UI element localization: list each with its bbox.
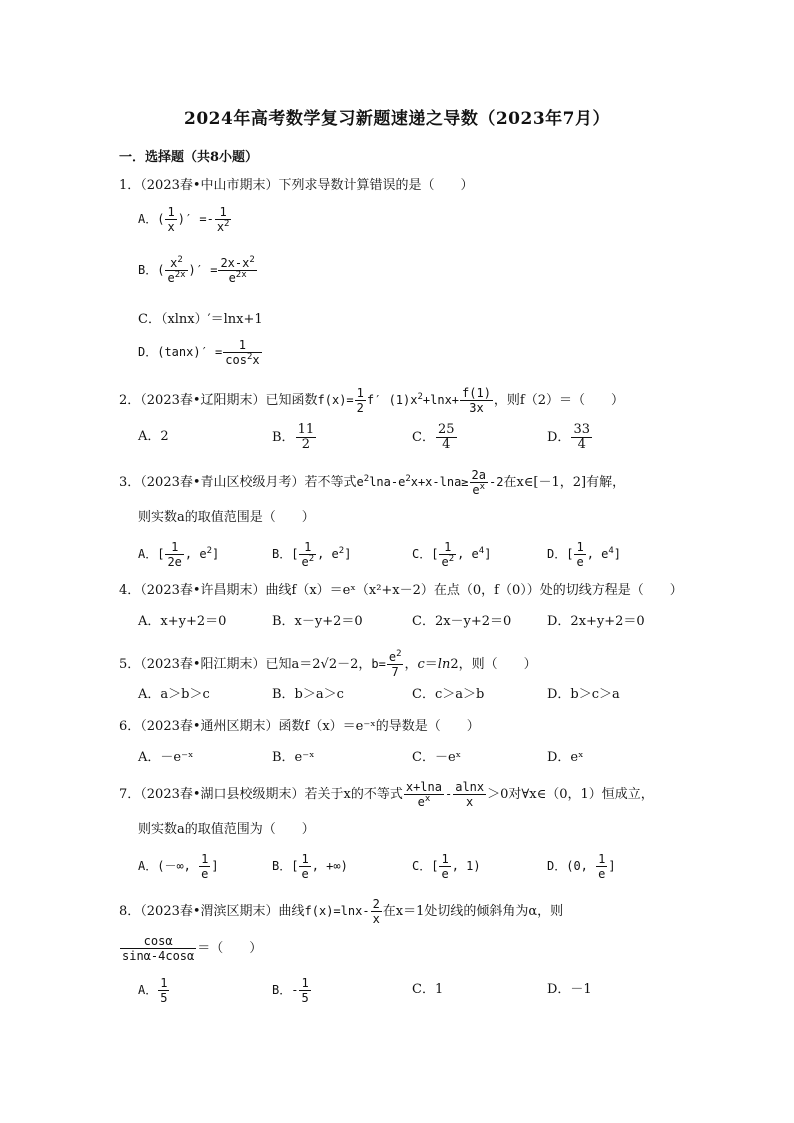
question-1-option-b: B．( $\frac{x^2}{e^{2x}}$ )′ = $\frac{2x-x^2}{e^{2x}}$ (138, 255, 255, 285)
question-7-option-d: D．(0, $\frac{1}{e}$ ] (547, 852, 616, 881)
section-heading: 一．选择题（共8小题） (119, 150, 259, 165)
question-6-option-d: D．eˣ (547, 750, 584, 765)
question-2-stem: 2．（2023春•辽阳期末）已知函数f(x)= $\frac{1}{2}$ f′ $(1)x^2+\ln x+$ $\frac{f(1)}{3x}$ ，则f（2）＝（ ） (119, 386, 625, 415)
question-5-option-b: B．b＞a＞c (272, 687, 344, 702)
question-1-option-a: A．( $\frac{1}{x}$ )′ =- $\frac{1}{x^2}$ (138, 205, 230, 234)
question-3-stem: 3．（2023春•青山区校级月考）若不等式$e^2\ln a-e^2x+x-\ln a\ge$ $\frac{2a}{e^x}$ -2在x∈[－1，2]有解， (119, 468, 626, 497)
question-4-option-d: D．2x+y+2＝0 (547, 614, 645, 629)
question-2-option-d: D． $\frac{33}{4}$ (547, 422, 590, 452)
question-5-option-a: A．a＞b＞c (138, 687, 210, 702)
question-2-option-a: A．2 (138, 429, 169, 444)
question-8-option-d: D．－1 (547, 982, 592, 997)
question-8-expression: $\frac{\cos\alpha}{\sin\alpha-4\cos\alpha}$ ＝（ ） (122, 934, 263, 963)
question-4-option-a: A．x+y+2＝0 (138, 614, 227, 629)
question-2-option-c: C． $\frac{25}{4}$ (412, 422, 455, 452)
question-7-option-b: B．[ $\frac{1}{e}$ , +∞) (272, 852, 348, 881)
question-7-stem-line2: 则实数a的取值范围为（ ） (138, 822, 315, 837)
question-8-option-c: C．1 (412, 982, 444, 997)
question-1-option-d: D．(tanx)′ = $\frac{1}{\cos^2x}$ (138, 338, 260, 367)
question-7-option-a: A．(－∞, $\frac{1}{e}$ ] (138, 852, 219, 881)
question-7-stem: 7．（2023春•湖口县校级期末）若关于x的不等式 $\frac{x+\ln a}{e^x}$ - $\frac{alnx}{x}$ ＞0对∀x∈（0，1）恒成立， (119, 780, 654, 809)
question-1-option-c: C．（xlnx）′＝lnx+1 (138, 312, 263, 327)
question-8-option-b: B．- $\frac{1}{5}$ (272, 976, 309, 1005)
question-4-stem: 4．（2023春•许昌期末）曲线f（x）＝eˣ（x²+x－2）在点（0，f（0））处的切线方程是（ ） (119, 583, 683, 598)
question-3-option-c: C．[ $\frac{1}{e^2}$ , $e^4$] (412, 540, 492, 569)
page-title: 2024年高考数学复习新题速递之导数（2023年7月） (184, 109, 610, 129)
question-5-option-d: D．b＞c＞a (547, 687, 620, 702)
question-7-option-c: C．[ $\frac{1}{e}$ , 1) (412, 852, 481, 881)
question-3-option-b: B．[ $\frac{1}{e^2}$ , $e^2$] (272, 540, 352, 569)
question-4-option-c: C．2x－y+2＝0 (412, 614, 512, 629)
question-6-option-c: C．－eˣ (412, 750, 462, 765)
question-5-stem: 5．（2023春•阳江期末）已知a＝2√2－2，b= $\frac{e^2}{7}$ ，c＝ln2，则（ ） (119, 649, 537, 679)
question-3-option-d: D．[ $\frac{1}{e}$ , $e^4$] (547, 540, 622, 569)
question-3-stem-line2: 则实数a的取值范围是（ ） (138, 510, 315, 525)
question-4-option-b: B．x－y+2＝0 (272, 614, 363, 629)
question-8-option-a: A． $\frac{1}{5}$ (138, 976, 168, 1005)
question-1-stem: 1．（2023春•中山市期末）下列求导数计算错误的是（ ） (119, 178, 474, 193)
question-2-option-b: B． $\frac{11}{2}$ (272, 422, 315, 452)
question-6-stem: 6．（2023春•通州区期末）函数f（x）＝e⁻ˣ的导数是（ ） (119, 719, 480, 734)
question-6-option-b: B．e⁻ˣ (272, 750, 315, 765)
question-5-option-c: C．c＞a＞b (412, 687, 485, 702)
question-8-stem: 8．（2023春•渭滨区期末）曲线f(x)=lnx- $\frac{2}{x}$ 在x＝1处切线的倾斜角为α，则 (119, 897, 564, 926)
question-6-option-a: A．－e⁻ˣ (138, 750, 194, 765)
question-3-option-a: A．[ $\frac{1}{2e}$ , $e^2$] (138, 540, 220, 569)
